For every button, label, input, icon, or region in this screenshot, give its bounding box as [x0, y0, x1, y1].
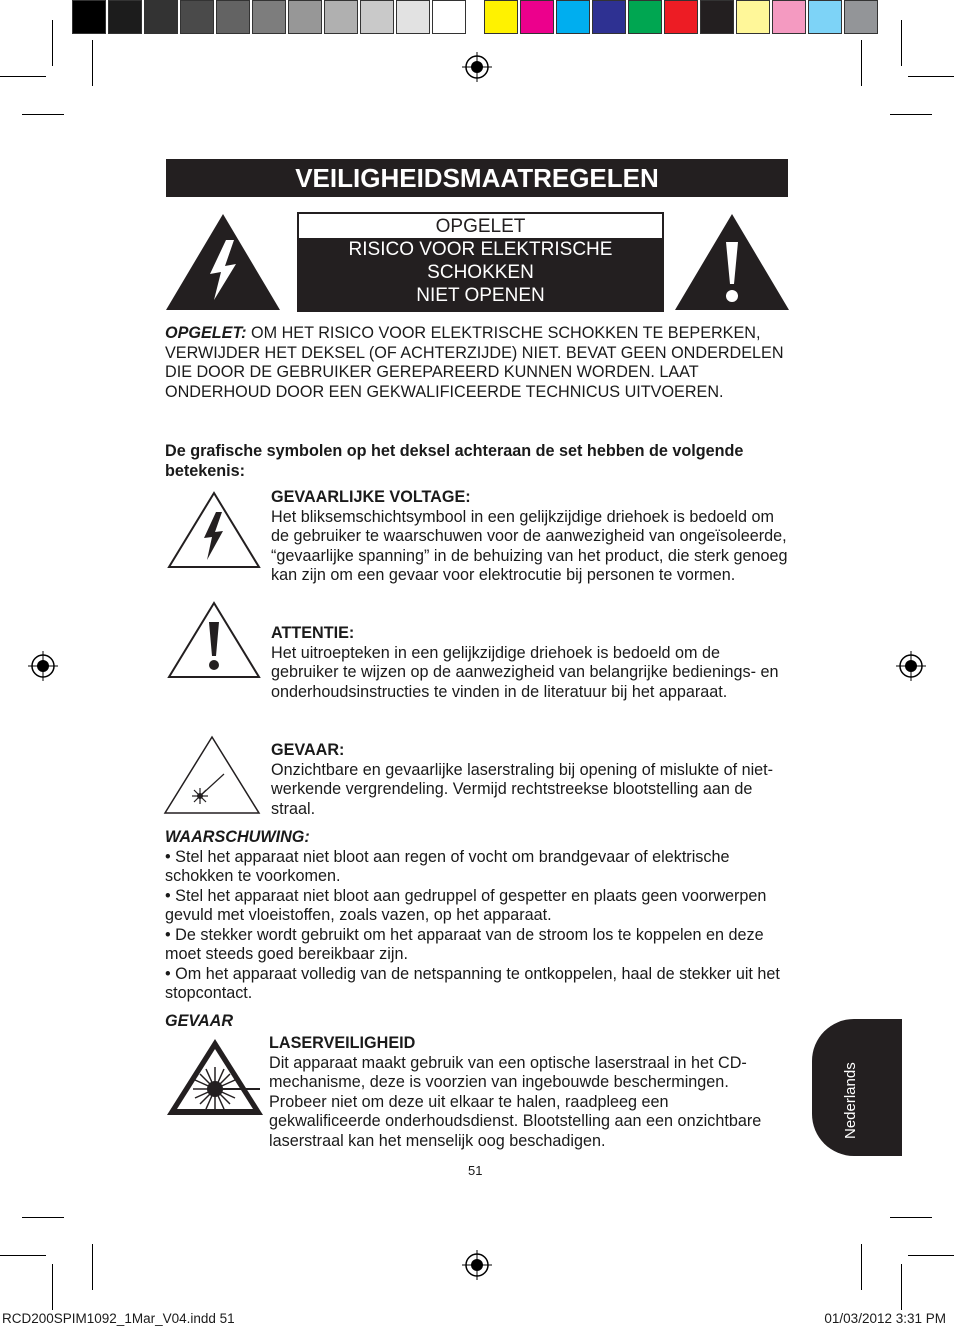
symbol-text: Het bliksemschichtsymbool in een gelijkzijdige driehoek is bedoeld om de gebruiker te waarschuwen voor de aanwezigheid van ongeïsoleerde, “gevaarlijke spanning” in de behuizing van het product, die sterk genoeg kan zijn om een gevaar voor elektrocutie bij personen te vormen.: [271, 507, 788, 584]
lightning-triangle-icon: [166, 490, 262, 570]
laser-triangle-icon: [162, 734, 262, 816]
color-swatch: [772, 0, 806, 34]
crop-mark: [92, 1244, 93, 1290]
warning-item: • Stel het apparaat niet bloot aan regen of vocht om brandgevaar of elektrische schokken te voorkomen.: [165, 847, 730, 885]
warning-heading: WAARSCHUWING:: [165, 828, 310, 846]
crop-mark: [890, 114, 932, 115]
footer-timestamp: 01/03/2012 3:31 PM: [824, 1311, 946, 1326]
color-swatch: [628, 0, 662, 34]
color-swatch: [216, 0, 250, 34]
page-title: VEILIGHEIDSMAATREGELEN: [166, 159, 788, 197]
color-swatch: [396, 0, 430, 34]
grayscale-calibration-bar: [72, 0, 468, 38]
caution-paragraph: [165, 324, 790, 402]
crop-mark: [92, 40, 93, 86]
caution-text: OM HET RISICO VOOR ELEKTRISCHE SCHOKKEN TE BEPERKEN, VERWIJDER HET DEKSEL (OF ACHTERZIJDE) NIET. BEVAT GEEN ONDERDELEN DIE DOOR DE GEBRUIKER GEREPAREERD KUNNEN WORDEN. LAAT ONDERHOUD DOOR EEN GEKWALIFICEERDE TECHNICUS UITVOEREN.: [165, 324, 784, 401]
registration-mark-icon: [896, 651, 926, 681]
crop-mark: [908, 1255, 954, 1256]
color-swatch: [844, 0, 878, 34]
registration-mark-icon: [462, 1250, 492, 1280]
warning-item: • De stekker wordt gebruikt om het apparaat van de stroom los te koppelen en deze moet steeds goed bereikbaar zijn.: [165, 925, 764, 963]
crop-mark: [22, 1217, 64, 1218]
language-tab-label: Nederlands: [842, 1062, 859, 1139]
danger-subheading: LASERVEILIGHEID: [269, 1034, 416, 1052]
lightning-triangle-icon: [164, 212, 282, 312]
symbol-description: [271, 741, 791, 819]
caution-box-line: NIET OPENEN: [416, 285, 545, 306]
crop-mark: [52, 1264, 53, 1310]
language-tab: [812, 1019, 902, 1156]
caution-box: [297, 212, 664, 312]
exclamation-triangle-icon: [673, 212, 791, 312]
color-swatch: [664, 0, 698, 34]
registration-mark-icon: [28, 651, 58, 681]
warning-section: [165, 828, 790, 1004]
footer-file-info: RCD200SPIM1092_1Mar_V04.indd 51: [2, 1311, 235, 1326]
crop-mark: [0, 1255, 46, 1256]
color-swatch: [324, 0, 358, 34]
color-swatch: [484, 0, 518, 34]
danger-text: Dit apparaat maakt gebruik van een optische laserstraal in het CD-mechanisme, deze is voorzien van ingebouwde beschermingen. Probeer niet om deze uit elkaar te halen, raadpleeg een gekwalificeerde onderhoudsdienst. Blootstelling aan een onzichtbare laserstraal kan het menselijk oog beschadigen.: [269, 1053, 762, 1150]
crop-mark: [861, 40, 862, 86]
color-swatch: [520, 0, 554, 34]
crop-mark: [22, 114, 64, 115]
color-swatch: [736, 0, 770, 34]
symbol-description: [271, 488, 791, 586]
crop-mark: [0, 76, 46, 77]
crop-mark: [890, 1217, 932, 1218]
color-swatch: [360, 0, 394, 34]
symbol-text: Het uitroepteken in een gelijkzijdige driehoek is bedoeld om de gebruiker te wijzen op de aanwezigheid van belangrijke bedienings- en onderhoudsinstructies te vinden in de literatuur bij het apparaat.: [271, 643, 779, 701]
color-swatch: [432, 0, 466, 34]
crop-mark: [861, 1244, 862, 1290]
symbol-heading: GEVAARLIJKE VOLTAGE:: [271, 488, 471, 506]
caution-box-heading: OPGELET: [299, 214, 662, 238]
color-swatch: [700, 0, 734, 34]
color-swatch: [144, 0, 178, 34]
color-swatch: [592, 0, 626, 34]
color-swatch: [808, 0, 842, 34]
crop-mark: [52, 20, 53, 66]
caution-box-line: RISICO VOOR ELEKTRISCHE: [348, 239, 613, 260]
symbols-intro: De grafische symbolen op het deksel achteraan de set hebben de volgende betekenis:: [165, 442, 744, 480]
page-number: 51: [468, 1163, 483, 1178]
color-swatch: [180, 0, 214, 34]
color-swatch: [288, 0, 322, 34]
danger-heading: GEVAAR: [165, 1012, 234, 1030]
color-swatch: [556, 0, 590, 34]
symbol-text: Onzichtbare en gevaarlijke laserstraling bij opening of mislukte of niet-werkende vergrendeling. Vermijd rechtstreekse blootstelling aan de straal.: [271, 760, 774, 818]
caution-box-line: SCHOKKEN: [427, 262, 534, 283]
caution-label: OPGELET:: [165, 324, 247, 342]
crop-mark: [908, 76, 954, 77]
exclamation-triangle-icon: [166, 600, 262, 680]
symbol-heading: GEVAAR:: [271, 741, 345, 759]
crop-mark: [901, 1264, 902, 1310]
danger-description: [269, 1034, 784, 1151]
warning-item: • Stel het apparaat niet bloot aan gedruppel of gespetter en plaats geen voorwerpen gevuld met vloeistoffen, zoals vazen, op het apparaat.: [165, 886, 767, 924]
laser-radiation-icon: [165, 1037, 265, 1117]
symbol-description: [271, 624, 781, 702]
color-swatch: [108, 0, 142, 34]
color-swatch: [72, 0, 106, 34]
crop-mark: [901, 20, 902, 66]
color-calibration-bar: [484, 0, 880, 38]
warning-item: • Om het apparaat volledig van de netspanning te ontkoppelen, haal de stekker uit het stopcontact.: [165, 964, 780, 1002]
color-swatch: [252, 0, 286, 34]
symbol-heading: ATTENTIE:: [271, 624, 355, 642]
registration-mark-icon: [462, 52, 492, 82]
